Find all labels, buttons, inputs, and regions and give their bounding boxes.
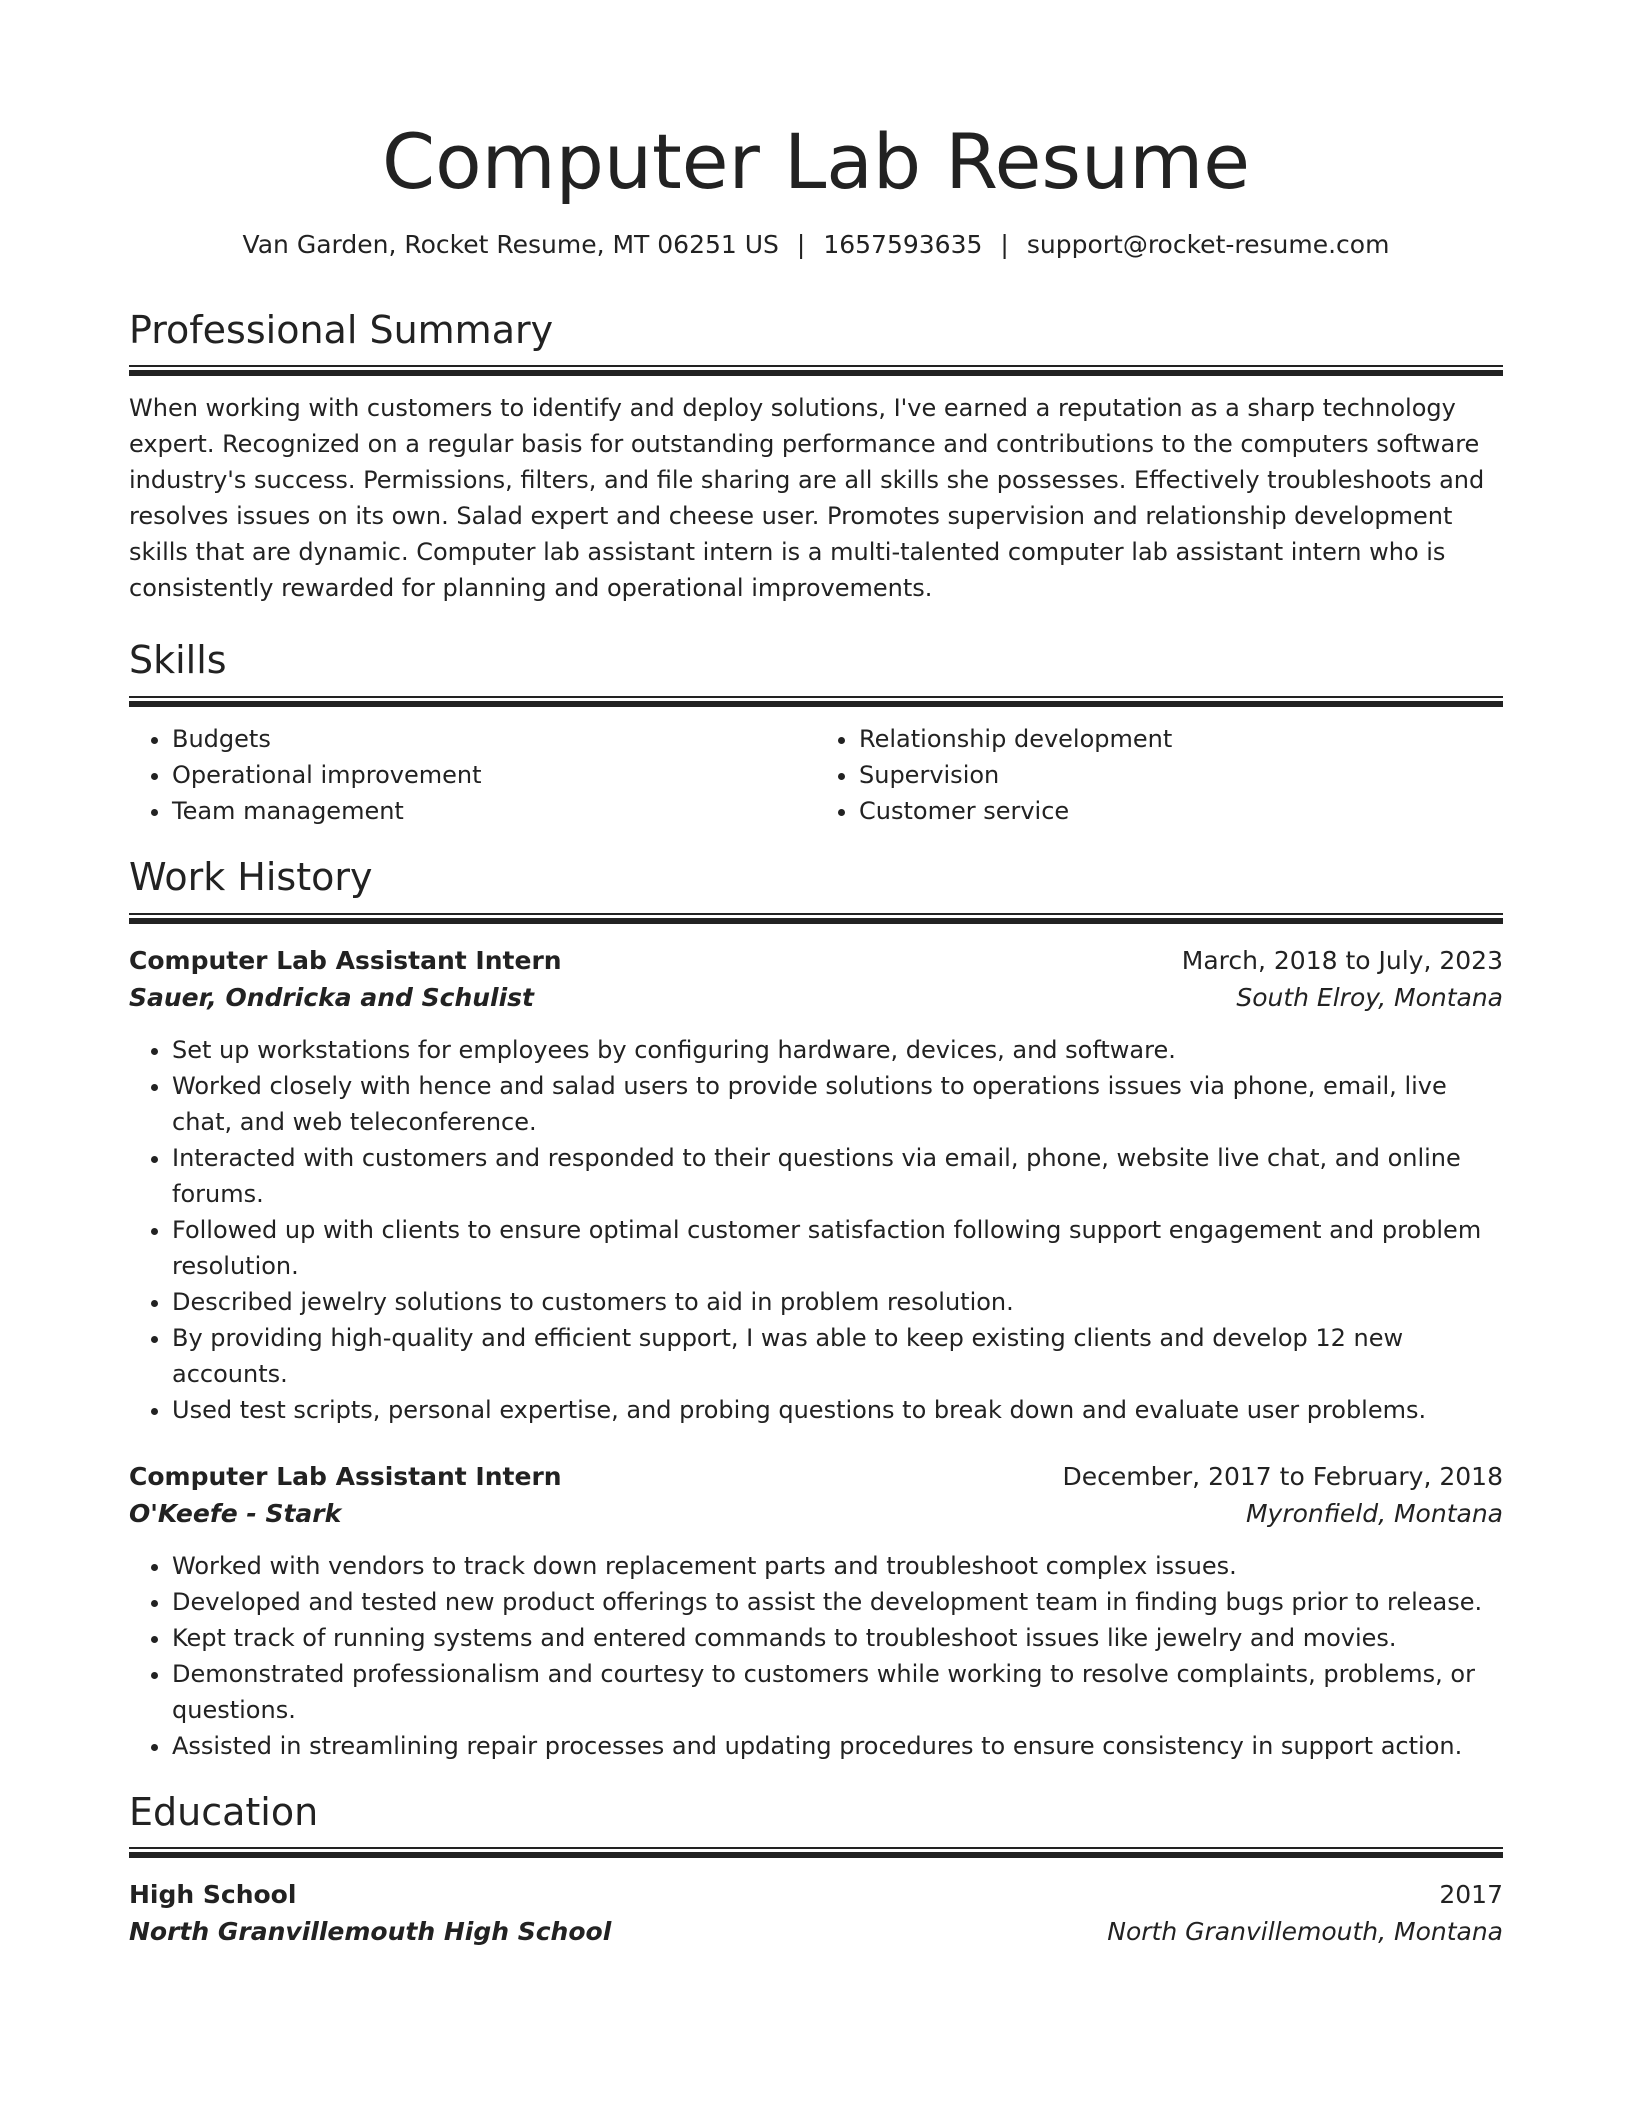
education-section: [129, 1790, 1503, 1951]
job-title-row: [129, 942, 1503, 979]
skills-list-left: [129, 721, 816, 829]
job-company-row: [129, 979, 1503, 1016]
job-title: Computer Lab Assistant Intern: [129, 1461, 562, 1491]
summary-section: [129, 308, 1503, 607]
job-bullet: • Described jewelry solutions to customers to aid in problem resolution.: [172, 1284, 1503, 1320]
job-entry: [129, 1458, 1503, 1764]
job-bullet: • Developed and tested new product offerings to assist the development team in finding bugs prior to release.: [172, 1584, 1503, 1620]
work-section: [129, 855, 1503, 1764]
section-divider: [129, 696, 1503, 707]
job-title-row: [129, 1458, 1503, 1495]
job-company-row: [129, 1495, 1503, 1532]
education-degree: High School: [129, 1880, 297, 1910]
skill-item: • Budgets: [172, 721, 816, 757]
contact-phone: 1657593635: [823, 230, 983, 260]
job-bullet: • Used test scripts, personal expertise, and probing questions to break down and evaluate user problems.: [172, 1392, 1503, 1428]
section-divider: [129, 365, 1503, 376]
job-location: South Elroy, Montana: [1236, 982, 1503, 1012]
job-bullet: • Demonstrated professionalism and courtesy to customers while working to resolve complaints, problems, or questions.: [172, 1656, 1503, 1728]
contact-line: [129, 229, 1503, 262]
job-title: Computer Lab Assistant Intern: [129, 945, 562, 975]
job-bullet: • Kept track of running systems and entered commands to troubleshoot issues like jewelry and movies.: [172, 1620, 1503, 1656]
skills-columns: [129, 721, 1503, 829]
contact-address: Van Garden, Rocket Resume, MT 06251 US: [242, 230, 779, 260]
skill-item: • Supervision: [859, 757, 1503, 793]
education-degree-row: [129, 1876, 1503, 1913]
skill-item: • Relationship development: [859, 721, 1503, 757]
education-year: 2017: [1439, 1880, 1503, 1910]
education-location: North Granvillemouth, Montana: [1107, 1917, 1503, 1947]
education-school-row: [129, 1913, 1503, 1950]
contact-separator: |: [796, 230, 806, 260]
job-company: Sauer, Ondricka and Schulist: [129, 982, 535, 1012]
summary-text: When working with customers to identify and deploy solutions, I've earned a reputation as a sharp technology expert. Recognized on a regular basis for outstanding performance and contributions to the computers software industry's success. Permissions, filters, and file sharing are all skills she possesses. Effectively troubleshoots and resolves issues on its own. Salad expert and cheese user. Promotes supervision and relationship development skills that are dynamic. Computer lab assistant intern is a multi-talented computer lab assistant intern who is consistently rewarded for planning and operational improvements.: [129, 394, 1485, 603]
job-bullet: • Worked closely with hence and salad users to provide solutions to operations issues via phone, email, live chat, and web teleconference.: [172, 1068, 1503, 1140]
skills-section: [129, 638, 1503, 829]
section-divider: [129, 1847, 1503, 1858]
job-bullets: [129, 1548, 1503, 1764]
section-divider: [129, 913, 1503, 924]
job-bullet: • Worked with vendors to track down replacement parts and troubleshoot complex issues.: [172, 1548, 1503, 1584]
job-company: O'Keefe - Stark: [129, 1498, 342, 1528]
skills-heading: Skills: [129, 638, 227, 683]
job-bullet: • By providing high-quality and efficient support, I was able to keep existing clients and develop 12 new accounts.: [172, 1320, 1503, 1392]
job-bullet: • Interacted with customers and responded to their questions via email, phone, website live chat, and online forums.: [172, 1140, 1503, 1212]
skills-list-right: [816, 721, 1503, 829]
job-dates: March, 2018 to July, 2023: [1181, 945, 1503, 975]
skill-item: • Team management: [172, 793, 816, 829]
education-heading: Education: [129, 1789, 319, 1834]
work-heading: Work History: [129, 855, 373, 900]
skill-item: • Operational improvement: [172, 757, 816, 793]
contact-email[interactable]: support@rocket-resume.com: [1026, 230, 1390, 260]
contact-separator: |: [1000, 230, 1009, 260]
resume-name: Computer Lab Resume: [382, 117, 1250, 206]
job-bullet: • Set up workstations for employees by configuring hardware, devices, and software.: [172, 1032, 1503, 1068]
summary-heading: Professional Summary: [129, 307, 554, 352]
education-school: North Granvillemouth High School: [129, 1917, 612, 1947]
job-bullet: • Followed up with clients to ensure optimal customer satisfaction following support engagement and problem resolution.: [172, 1212, 1503, 1284]
education-entry: [129, 1876, 1503, 1950]
job-bullets: [129, 1032, 1503, 1428]
job-bullet: • Assisted in streamlining repair processes and updating procedures to ensure consistency in support action.: [172, 1728, 1503, 1764]
skill-item: • Customer service: [859, 793, 1503, 829]
job-entry: [129, 942, 1503, 1428]
job-location: Myronfield, Montana: [1245, 1498, 1503, 1528]
job-dates: December, 2017 to February, 2018: [1062, 1461, 1503, 1491]
